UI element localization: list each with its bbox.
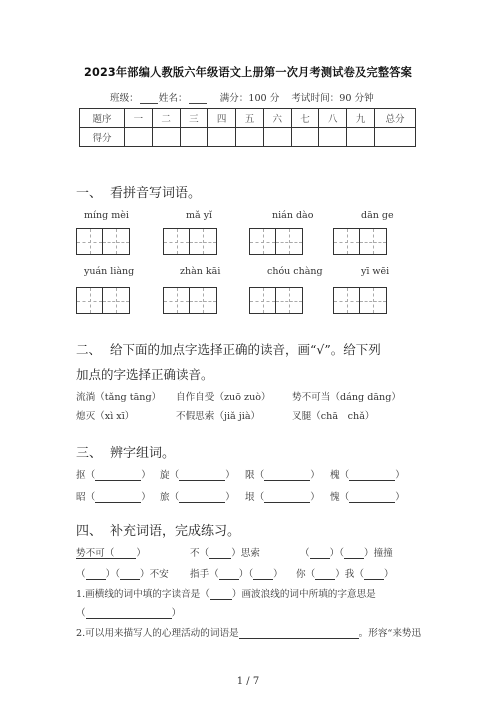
section-2-title-line2: 加点的字选择正确读音。: [76, 367, 214, 382]
writing-grid[interactable]: [76, 228, 130, 255]
score-header-cell: 九: [347, 109, 375, 128]
writing-grid[interactable]: [333, 287, 387, 314]
idiom-blank[interactable]: 你（ ）我（ ）: [296, 569, 394, 580]
idiom-blank[interactable]: 势不可（ ）: [76, 548, 146, 559]
section-2-heading: [76, 337, 426, 387]
score-cell[interactable]: [180, 128, 208, 147]
section-3-number: 三、: [76, 446, 103, 461]
reading-choice[interactable]: 流淌（tǎng tāng）: [76, 392, 162, 403]
section-1-heading: [76, 182, 201, 201]
class-blank[interactable]: [140, 94, 158, 104]
score-cell[interactable]: [152, 128, 180, 147]
writing-grid[interactable]: [163, 287, 217, 314]
idiom-blank[interactable]: （ ）（ ）撞撞: [300, 548, 393, 559]
score-header-cell: 题序: [80, 109, 125, 128]
score-header-cell: 一: [125, 109, 153, 128]
section-3-heading: [76, 442, 175, 461]
writing-grid[interactable]: [333, 228, 387, 255]
word-group-item[interactable]: 抠（ ）: [76, 470, 151, 481]
name-blank[interactable]: [189, 94, 207, 104]
section-1-title: 看拼音写词语。: [110, 186, 202, 201]
word-group-item[interactable]: 愧（ ）: [330, 492, 405, 503]
reading-choice[interactable]: 叉腿（chā chǎ）: [292, 411, 375, 422]
section-3-title: 辨字组词。: [110, 446, 176, 461]
score-cell[interactable]: [319, 128, 347, 147]
page-number: 1 / 7: [236, 676, 260, 687]
pinyin-label: nián dào: [272, 210, 314, 221]
word-group-item[interactable]: 垠（ ）: [245, 492, 320, 503]
section-1-number: 一、: [76, 186, 103, 201]
score-header-cell: 六: [263, 109, 291, 128]
word-group-item[interactable]: 旅（ ）: [160, 492, 235, 503]
section-4-number: 四、: [76, 524, 103, 539]
pinyin-label: mǎ yǐ: [186, 210, 213, 221]
pinyin-label: zhàn kāi: [180, 266, 221, 277]
idiom-blank[interactable]: 不（ ）思索: [190, 548, 260, 559]
pinyin-label: míng mèi: [84, 210, 129, 221]
reading-choice[interactable]: 熄灭（xì xī）: [76, 411, 135, 422]
score-header-cell: 二: [152, 109, 180, 128]
score-header-cell: 四: [208, 109, 236, 128]
score-table: [79, 108, 416, 147]
word-group-item[interactable]: 旋（ ）: [160, 470, 235, 481]
writing-grid[interactable]: [249, 228, 303, 255]
reading-choice[interactable]: 自作自受（zuō zuò）: [176, 392, 271, 403]
question-1-answer[interactable]: （ ）: [76, 608, 182, 619]
question-1[interactable]: 1.画横线的词中填的字读音是（ ）画波浪线的词中所填的字意思是: [76, 589, 376, 600]
pinyin-label: yī wēi: [361, 266, 390, 277]
score-table-header-row: [80, 109, 416, 128]
idiom-blank[interactable]: （ ）（ ）不安: [76, 569, 169, 580]
section-2-title-line1: 给下面的加点字选择正确的读音，画“√”。给下列: [110, 342, 381, 357]
reading-choice[interactable]: 势不可当（dáng dāng）: [292, 392, 401, 403]
word-group-item[interactable]: 槐（ ）: [330, 470, 405, 481]
pinyin-label: dān ge: [361, 210, 394, 221]
writing-grid[interactable]: [76, 287, 130, 314]
exam-title: 2023年部编人教版六年级语文上册第一次月考测试卷及完整答案: [83, 66, 412, 79]
score-cell[interactable]: [125, 128, 153, 147]
section-4-heading: [76, 520, 240, 539]
score-cell[interactable]: [375, 128, 416, 147]
word-group-item[interactable]: 限（ ）: [245, 470, 320, 481]
score-cell[interactable]: [347, 128, 375, 147]
section-4-title: 补充词语，完成练习。: [110, 524, 241, 539]
score-row-label: 得分: [80, 128, 125, 147]
name-label: 姓名：: [158, 93, 188, 104]
score-header-cell: 八: [319, 109, 347, 128]
score-cell[interactable]: [291, 128, 319, 147]
score-header-cell: 总分: [375, 109, 416, 128]
pinyin-label: yuán liàng: [84, 266, 135, 277]
class-label: 班级：: [110, 93, 139, 104]
score-table-score-row: [80, 128, 416, 147]
question-2[interactable]: 2.可以用来描写人的心理活动的词语是 。形容“来势迅: [76, 628, 422, 639]
word-group-item[interactable]: 昭（ ）: [76, 492, 151, 503]
section-2-number: 二、: [76, 342, 102, 357]
score-cell[interactable]: [208, 128, 236, 147]
reading-choice[interactable]: 不假思索（jiǎ jià）: [176, 411, 261, 422]
writing-grid[interactable]: [249, 287, 303, 314]
score-cell[interactable]: [263, 128, 291, 147]
score-header-cell: 七: [291, 109, 319, 128]
pinyin-label: chóu chàng: [267, 266, 323, 277]
idiom-blank[interactable]: 指手（ ）（ ）: [190, 569, 283, 580]
writing-grid[interactable]: [163, 228, 217, 255]
full-marks: 满分：100 分: [219, 93, 280, 104]
score-header-cell: 三: [180, 109, 208, 128]
score-header-cell: 五: [236, 109, 264, 128]
exam-time: 考试时间：90 分钟: [291, 93, 374, 104]
student-info-line: [110, 90, 374, 104]
score-cell[interactable]: [236, 128, 264, 147]
